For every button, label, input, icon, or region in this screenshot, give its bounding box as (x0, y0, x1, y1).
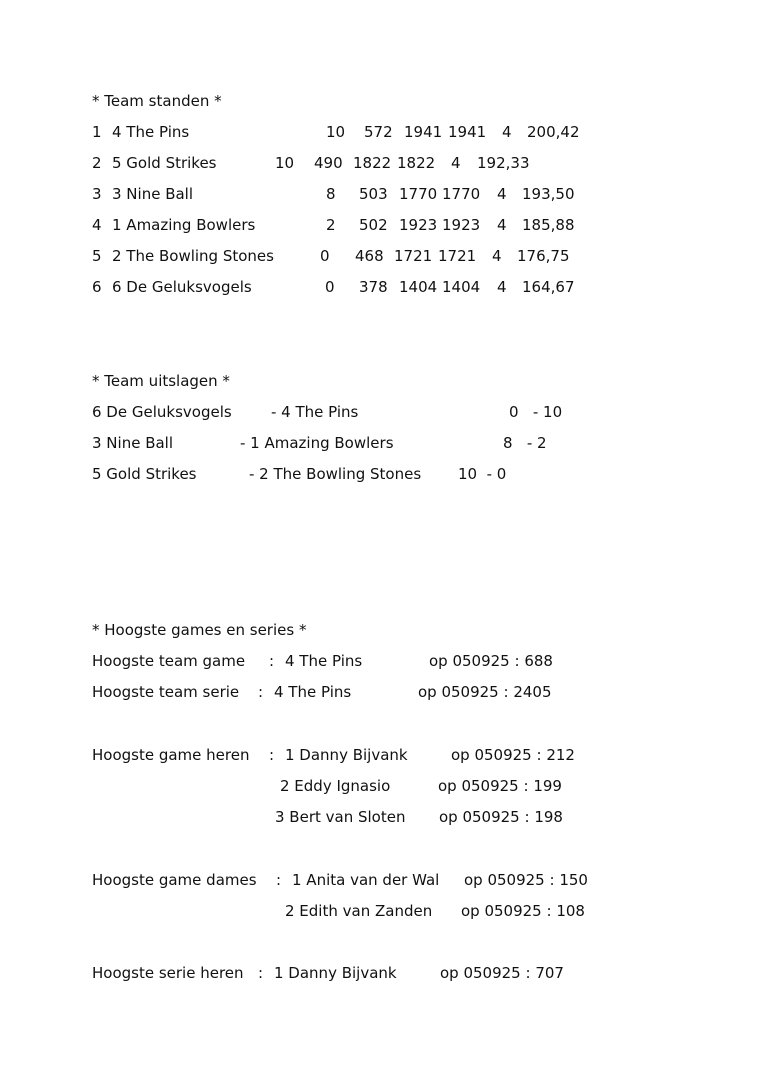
away-team: - 4 The Pins (271, 403, 359, 421)
points: 10 (326, 123, 346, 141)
average: 192,33 (477, 154, 530, 172)
points: 8 (326, 185, 336, 203)
high-entry: 3 Bert van Sloten (275, 808, 406, 826)
pins: 572 (364, 123, 393, 141)
high-date-score: op 050925 : 199 (438, 777, 562, 795)
rank: 2 (92, 154, 102, 172)
total: 1404 (442, 278, 481, 296)
total: 1923 (399, 216, 438, 234)
average: 200,42 (527, 123, 580, 141)
separator: : (258, 964, 264, 982)
home-team: 3 Nine Ball (92, 434, 174, 452)
highs-heading: * Hoogste games en series * (92, 621, 307, 639)
total: 1923 (442, 216, 481, 234)
away-team: - 2 The Bowling Stones (249, 465, 422, 483)
results-heading: * Team uitslagen * (92, 372, 230, 390)
average: 185,88 (522, 216, 575, 234)
average: 164,67 (522, 278, 575, 296)
match-score: 0 - 10 (509, 403, 563, 421)
pins: 468 (355, 247, 384, 265)
separator: : (269, 746, 275, 764)
total: 1770 (442, 185, 481, 203)
team-name: 2 The Bowling Stones (112, 247, 274, 265)
separator: : (258, 683, 264, 701)
home-team: 6 De Geluksvogels (92, 403, 232, 421)
high-date-score: op 050925 : 198 (439, 808, 563, 826)
rank: 6 (92, 278, 102, 296)
points: 0 (320, 247, 330, 265)
pins: 378 (359, 278, 388, 296)
high-date-score: op 050925 : 150 (464, 871, 588, 889)
high-label: Hoogste serie heren (92, 964, 244, 982)
match-score: 10 - 0 (458, 465, 507, 483)
rank: 1 (92, 123, 102, 141)
high-entry: 4 The Pins (285, 652, 363, 670)
total: 1822 (397, 154, 436, 172)
high-label: Hoogste team game (92, 652, 246, 670)
high-entry: 2 Eddy Ignasio (280, 777, 391, 795)
total: 1770 (399, 185, 438, 203)
high-entry: 1 Danny Bijvank (274, 964, 397, 982)
high-date-score: op 050925 : 688 (429, 652, 553, 670)
total: 1941 (448, 123, 487, 141)
total: 1721 (438, 247, 477, 265)
separator: : (269, 652, 275, 670)
pins: 490 (314, 154, 343, 172)
team-name: 3 Nine Ball (112, 185, 194, 203)
pins: 502 (359, 216, 388, 234)
high-date-score: op 050925 : 707 (440, 964, 564, 982)
games: 4 (497, 278, 507, 296)
total: 1822 (353, 154, 392, 172)
average: 176,75 (517, 247, 570, 265)
games: 4 (502, 123, 512, 141)
team-name: 5 Gold Strikes (112, 154, 217, 172)
rank: 3 (92, 185, 102, 203)
high-label: Hoogste game heren (92, 746, 250, 764)
high-entry: 1 Danny Bijvank (285, 746, 408, 764)
team-name: 4 The Pins (112, 123, 190, 141)
total: 1721 (394, 247, 433, 265)
average: 193,50 (522, 185, 575, 203)
total: 1404 (399, 278, 438, 296)
pins: 503 (359, 185, 388, 203)
high-label: Hoogste game dames (92, 871, 257, 889)
high-entry: 4 The Pins (274, 683, 352, 701)
team-name: 6 De Geluksvogels (112, 278, 252, 296)
high-date-score: op 050925 : 2405 (418, 683, 552, 701)
away-team: - 1 Amazing Bowlers (240, 434, 394, 452)
high-entry: 1 Anita van der Wal (292, 871, 440, 889)
match-score: 8 - 2 (503, 434, 547, 452)
games: 4 (451, 154, 461, 172)
total: 1941 (404, 123, 443, 141)
rank: 4 (92, 216, 102, 234)
team-name: 1 Amazing Bowlers (112, 216, 256, 234)
rank: 5 (92, 247, 102, 265)
points: 0 (325, 278, 335, 296)
separator: : (276, 871, 282, 889)
standings-heading: * Team standen * (92, 92, 222, 110)
high-date-score: op 050925 : 108 (461, 902, 585, 920)
games: 4 (497, 216, 507, 234)
games: 4 (492, 247, 502, 265)
points: 2 (326, 216, 336, 234)
high-date-score: op 050925 : 212 (451, 746, 575, 764)
high-label: Hoogste team serie (92, 683, 240, 701)
home-team: 5 Gold Strikes (92, 465, 197, 483)
points: 10 (275, 154, 295, 172)
games: 4 (497, 185, 507, 203)
high-entry: 2 Edith van Zanden (285, 902, 433, 920)
